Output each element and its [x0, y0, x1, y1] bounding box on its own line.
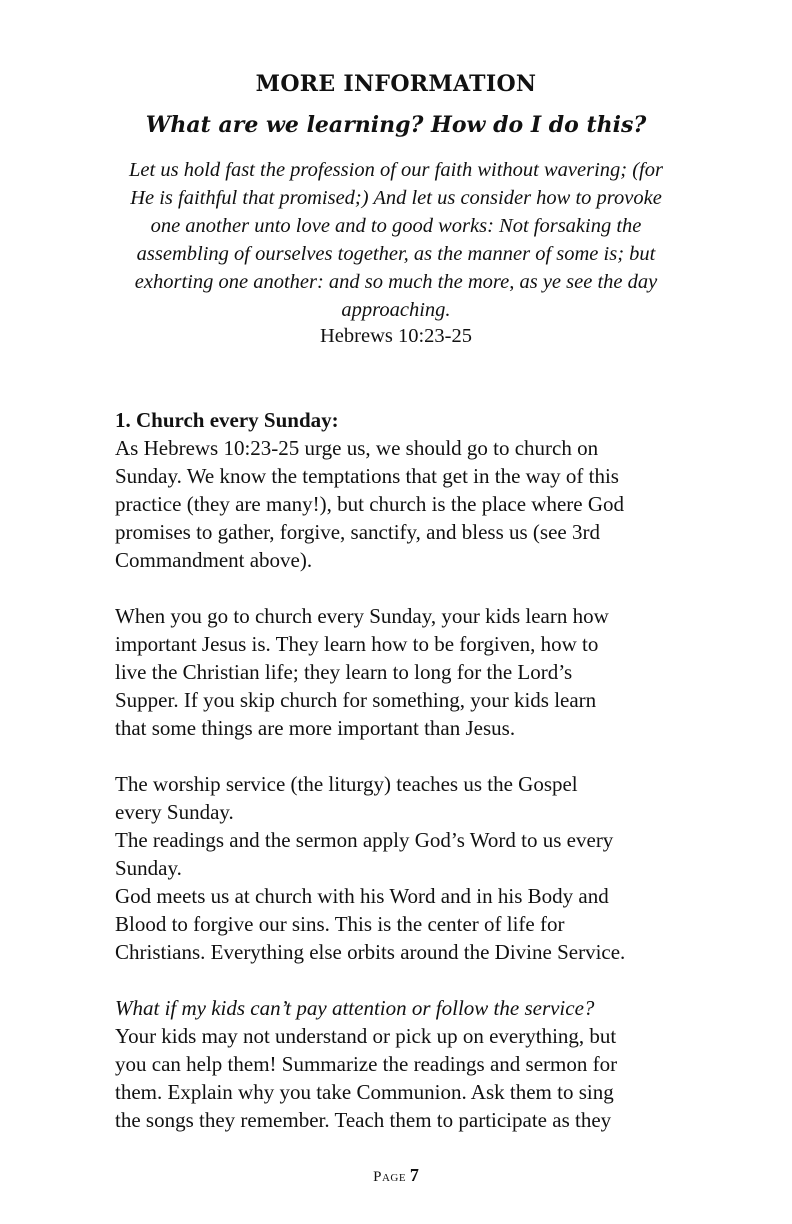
text-line: promises to gather, forgive, sanctify, and bless us (see 3rd	[115, 520, 600, 544]
verse-line: exhorting one another: and so much the more, as ye see the day	[134, 271, 658, 293]
verse-line: assembling of ourselves together, as the manner of some is; but	[136, 243, 656, 265]
text-line: Sunday.	[115, 856, 182, 880]
text-line: The readings and the sermon apply God’s Word to us every	[115, 828, 614, 852]
verse-line: one another unto love and to good works: Not forsaking the	[150, 215, 642, 237]
text-line: Christians. Everything else orbits around the Divine Service.	[115, 940, 626, 964]
text-line: them. Explain why you take Communion. Ask them to sing	[115, 1080, 614, 1104]
section-title: 1. Church every Sunday:	[115, 408, 339, 432]
paragraph	[115, 770, 695, 966]
text-line: Sunday. We know the temptations that get in the way of this	[115, 464, 619, 488]
verse-line: approaching.	[341, 299, 451, 321]
text-line: Supper. If you skip church for something, your kids learn	[115, 688, 597, 712]
text-line: practice (they are many!), but church is the place where God	[115, 492, 625, 516]
page-footer	[0, 1165, 792, 1186]
paragraph-spacer	[115, 574, 695, 602]
paragraph	[115, 602, 695, 742]
page-subtitle: What are we learning? How do I do this?	[145, 112, 647, 138]
faq-question: What if my kids can’t pay attention or follow the service?	[115, 996, 595, 1020]
text-line: God meets us at church with his Word and in his Body and	[115, 884, 609, 908]
scripture-quote	[110, 156, 682, 324]
verse-line: Let us hold fast the profession of our faith without wavering; (for	[129, 159, 663, 181]
text-line: live the Christian life; they learn to long for the Lord’s	[115, 660, 573, 684]
page-label: Page	[373, 1169, 407, 1185]
text-line: When you go to church every Sunday, your kids learn how	[115, 604, 609, 628]
text-line: Commandment above).	[115, 548, 313, 572]
paragraph	[115, 1022, 695, 1134]
text-line: every Sunday.	[115, 800, 234, 824]
verse-line: He is faithful that promised;) And let us consider how to provoke	[130, 187, 662, 209]
scripture-reference: Hebrews 10:23-25	[319, 325, 472, 347]
paragraph-spacer	[115, 966, 695, 994]
page-number: 7	[409, 1165, 419, 1185]
text-line: the songs they remember. Teach them to participate as they	[115, 1108, 612, 1132]
text-line: you can help them! Summarize the readings and sermon for	[115, 1052, 618, 1076]
paragraph	[115, 434, 695, 574]
text-line: important Jesus is. They learn how to be forgiven, how to	[115, 632, 599, 656]
paragraph-spacer	[115, 742, 695, 770]
text-line: The worship service (the liturgy) teaches us the Gospel	[115, 772, 578, 796]
section-body	[115, 406, 695, 1134]
text-line: Blood to forgive our sins. This is the center of life for	[115, 912, 565, 936]
text-line: that some things are more important than Jesus.	[115, 716, 516, 740]
page-title: MORE INFORMATION	[255, 71, 537, 97]
text-line: Your kids may not understand or pick up on everything, but	[115, 1024, 617, 1048]
text-line: As Hebrews 10:23-25 urge us, we should go to church on	[115, 436, 599, 460]
